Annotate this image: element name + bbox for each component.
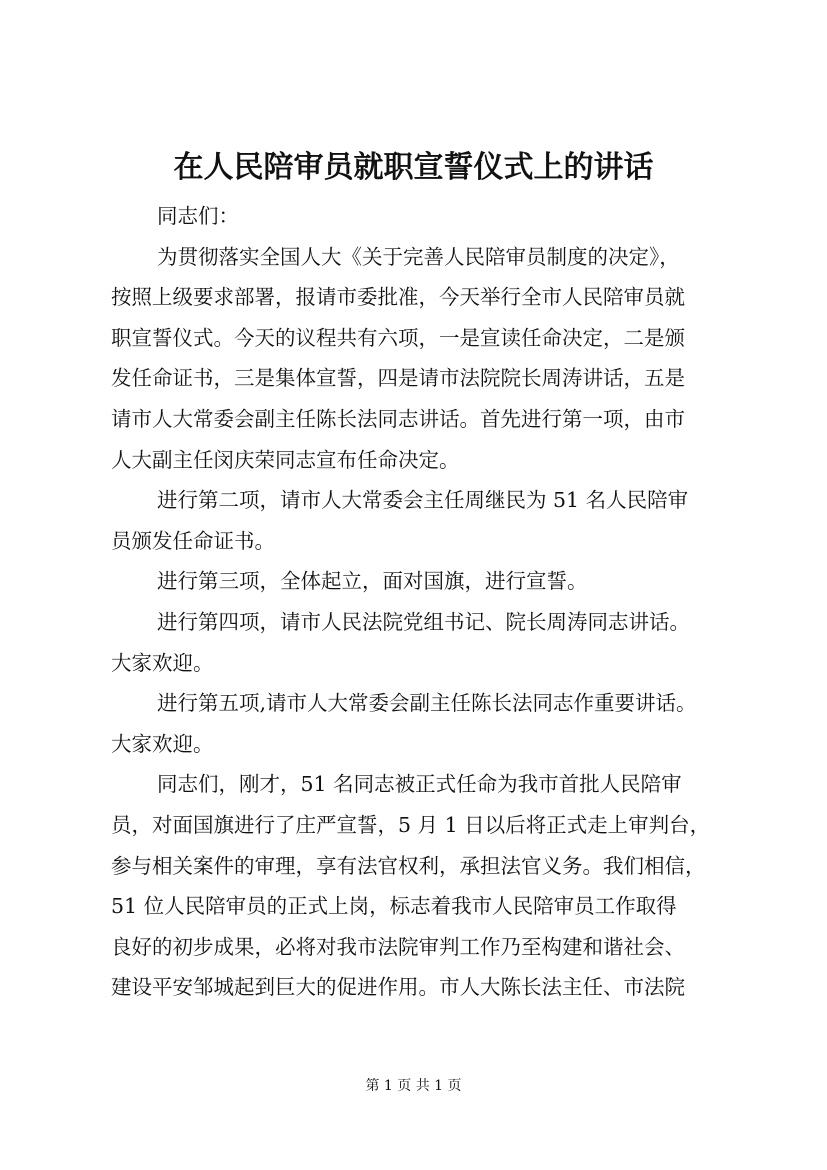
- body-line: 51 位人民陪审员的正式上岗，标志着我市人民陪审员工作取得: [111, 894, 677, 919]
- body-line: 进行第四项，请市人民法院党组书记、院长周涛同志讲话。: [157, 609, 690, 634]
- body-line: 进行第三项，全体起立，面对国旗，进行宣誓。: [157, 569, 588, 594]
- body-line: 良好的初步成果，必将对我市法院审判工作乃至构建和谐社会、: [111, 934, 685, 959]
- body-line: 同志们：: [157, 204, 239, 228]
- body-line: 职宣誓仪式。今天的议程共有六项，一是宣读任命决定，二是颁: [111, 325, 685, 350]
- body-line: 进行第二项，请市人大常委会主任周继民为 51 名人民陪审: [157, 488, 689, 513]
- body-line: 同志们，刚才，51 名同志被正式任命为我市首批人民陪审: [157, 772, 682, 797]
- page-footer: 第 1 页 共 1 页: [365, 1078, 462, 1094]
- body-line: 大家欢迎。: [111, 731, 214, 756]
- body-line: 建设平安邹城起到巨大的促进作用。市人大陈长法主任、市法院: [111, 975, 685, 1000]
- body-line: 请市人大常委会副主任陈长法同志讲话。首先进行第一项，由市: [111, 406, 685, 431]
- body-line: 大家欢迎。: [111, 650, 214, 675]
- document-title: 在人民陪审员就职宣誓仪式上的讲话: [173, 150, 654, 185]
- body-line: 进行第五项,请市人大常委会副主任陈长法同志作重要讲话。: [157, 691, 697, 716]
- body-line: 人大副主任闵庆荣同志宣布任命决定。: [111, 447, 460, 472]
- document-body: [111, 196, 723, 1008]
- body-line: 参与相关案件的审理，享有法官权利，承担法官义务。我们相信，: [111, 853, 706, 878]
- body-line: 为贯彻落实全国人大《关于完善人民陪审员制度的决定》，: [157, 244, 680, 269]
- body-line: 发任命证书，三是集体宣誓，四是请市法院院长周涛讲话，五是: [111, 366, 685, 391]
- body-line: 员颁发任命证书。: [111, 528, 275, 553]
- body-line: 按照上级要求部署，报请市委批准，今天举行全市人民陪审员就: [111, 285, 685, 310]
- body-line: 员，对面国旗进行了庄严宣誓，5 月 1 日以后将正式走上审判台，: [111, 812, 711, 837]
